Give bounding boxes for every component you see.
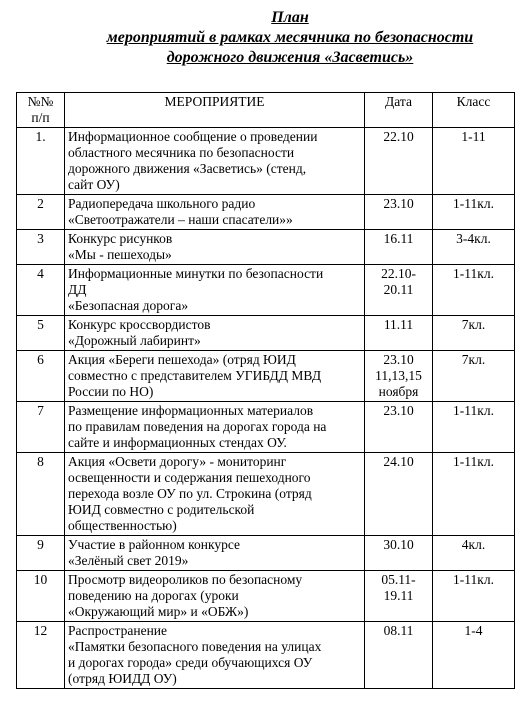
event-description — [65, 230, 365, 265]
event-line: поведению на дорогах (уроки — [68, 588, 239, 603]
event-line: и дорогах города» среди обучающихся ОУ — [68, 655, 313, 670]
event-line: дорожного движения «Засветись» (стенд, — [68, 161, 307, 176]
row-number: 5 — [17, 316, 65, 351]
table-row — [17, 265, 515, 316]
date-line: 16.11 — [383, 231, 414, 246]
event-line: сайте и информационных стендах ОУ. — [68, 435, 287, 450]
event-line: «Безопасная дорога» — [68, 298, 189, 313]
row-number: 8 — [17, 453, 65, 536]
header-class: Класс — [433, 93, 515, 128]
event-line: «Светоотражатели – наши спасатели»» — [68, 212, 293, 227]
header-num-line2: п/п — [31, 110, 50, 125]
event-line: ЮИД совместно с родительской — [68, 502, 255, 517]
event-line: «Дорожный лабиринт» — [68, 333, 201, 348]
header-event: МЕРОПРИЯТИЕ — [65, 93, 365, 128]
event-line: «Памятки безопасного поведения на улицах — [68, 639, 322, 654]
date-line: 30.10 — [383, 537, 414, 552]
document-title — [60, 8, 520, 68]
event-class: 1-11кл. — [433, 453, 515, 536]
event-date — [365, 265, 433, 316]
event-line: Информационные минутки по безопасности — [68, 266, 324, 281]
header-num-line1: №№ — [27, 94, 54, 109]
event-class: 7кл. — [433, 351, 515, 402]
row-number: 4 — [17, 265, 65, 316]
date-line: 23.10 — [383, 196, 414, 211]
event-date — [365, 453, 433, 536]
table-row — [17, 453, 515, 536]
event-line: «Мы - пешеходы» — [68, 247, 172, 262]
date-line: 19.11 — [383, 588, 414, 603]
event-line: совместно с представителем УГИБДД МВД — [68, 368, 322, 383]
table-row — [17, 536, 515, 571]
row-number: 3 — [17, 230, 65, 265]
event-line: общественностью) — [68, 518, 177, 533]
row-number: 7 — [17, 402, 65, 453]
date-line: ноября — [378, 384, 419, 399]
event-line: Просмотр видеороликов по безопасному — [68, 572, 303, 587]
event-date — [365, 402, 433, 453]
event-line: сайт ОУ) — [68, 177, 120, 192]
event-class: 3-4кл. — [433, 230, 515, 265]
table-row — [17, 622, 515, 689]
event-class: 1-11 — [433, 128, 515, 195]
date-line: 22.10- — [381, 266, 416, 281]
date-line: 08.11 — [383, 623, 414, 638]
row-number: 9 — [17, 536, 65, 571]
event-class: 1-4 — [433, 622, 515, 689]
date-line: 05.11- — [381, 572, 416, 587]
event-date — [365, 316, 433, 351]
row-number: 1. — [17, 128, 65, 195]
event-date — [365, 622, 433, 689]
event-class: 1-11кл. — [433, 265, 515, 316]
event-line: (отряд ЮИДД ОУ) — [68, 671, 177, 686]
title-line-1: План — [271, 9, 309, 26]
event-class: 7кл. — [433, 316, 515, 351]
table-body — [17, 128, 515, 689]
table-row — [17, 316, 515, 351]
event-description — [65, 195, 365, 230]
event-line: по правилам поведения на дорогах города на — [68, 419, 327, 434]
event-line: России по НО) — [68, 384, 154, 399]
event-line: Конкурс кроссвордистов — [68, 317, 211, 332]
date-line: 23.10 — [383, 403, 414, 418]
title-line-2: мероприятий в рамках месячника по безопасности — [106, 29, 474, 46]
event-description — [65, 536, 365, 571]
event-line: перехода возле ОУ по ул. Строкина (отряд — [68, 486, 312, 501]
row-number: 10 — [17, 571, 65, 622]
event-description — [65, 351, 365, 402]
event-description — [65, 402, 365, 453]
event-line: Акция «Береги пешехода» (отряд ЮИД — [68, 352, 296, 367]
event-class: 1-11кл. — [433, 571, 515, 622]
event-date — [365, 128, 433, 195]
event-description — [65, 265, 365, 316]
event-date — [365, 536, 433, 571]
row-number: 6 — [17, 351, 65, 402]
events-table — [16, 92, 515, 689]
event-description — [65, 622, 365, 689]
date-line: 22.10 — [383, 129, 414, 144]
table-row — [17, 230, 515, 265]
header-date: Дата — [365, 93, 433, 128]
table-header-row — [17, 93, 515, 128]
table-row — [17, 128, 515, 195]
table-row — [17, 402, 515, 453]
event-line: Информационное сообщение о проведении — [68, 129, 318, 144]
event-description — [65, 128, 365, 195]
title-line-3: дорожного движения «Засветись» — [166, 49, 414, 66]
event-date — [365, 230, 433, 265]
event-line: освещенности и содержания пешеходного — [68, 470, 311, 485]
event-line: ДД — [68, 282, 87, 297]
event-description — [65, 453, 365, 536]
event-line: Конкурс рисунков — [68, 231, 173, 246]
date-line: 23.10 — [383, 352, 414, 367]
event-date — [365, 351, 433, 402]
table-row — [17, 195, 515, 230]
event-line: «Зелёный свет 2019» — [68, 553, 189, 568]
row-number: 12 — [17, 622, 65, 689]
row-number: 2 — [17, 195, 65, 230]
header-num — [17, 93, 65, 128]
date-line: 11,13,15 — [375, 368, 422, 383]
event-line: «Окружающий мир» и «ОБЖ») — [68, 604, 249, 619]
event-line: Распространение — [68, 623, 168, 638]
event-date — [365, 571, 433, 622]
event-line: Участие в районном конкурсе — [68, 537, 241, 552]
event-description — [65, 316, 365, 351]
event-line: Размещение информационных материалов — [68, 403, 314, 418]
table-row — [17, 571, 515, 622]
event-date — [365, 195, 433, 230]
event-description — [65, 571, 365, 622]
event-class: 1-11кл. — [433, 195, 515, 230]
event-line: Акция «Освети дорогу» - мониторинг — [68, 454, 287, 469]
event-line: областного месячника по безопасности — [68, 145, 295, 160]
event-class: 4кл. — [433, 536, 515, 571]
date-line: 11.11 — [383, 317, 414, 332]
event-line: Радиопередача школьного радио — [68, 196, 256, 211]
date-line: 24.10 — [383, 454, 414, 469]
date-line: 20.11 — [383, 282, 414, 297]
table-row — [17, 351, 515, 402]
event-class: 1-11кл. — [433, 402, 515, 453]
